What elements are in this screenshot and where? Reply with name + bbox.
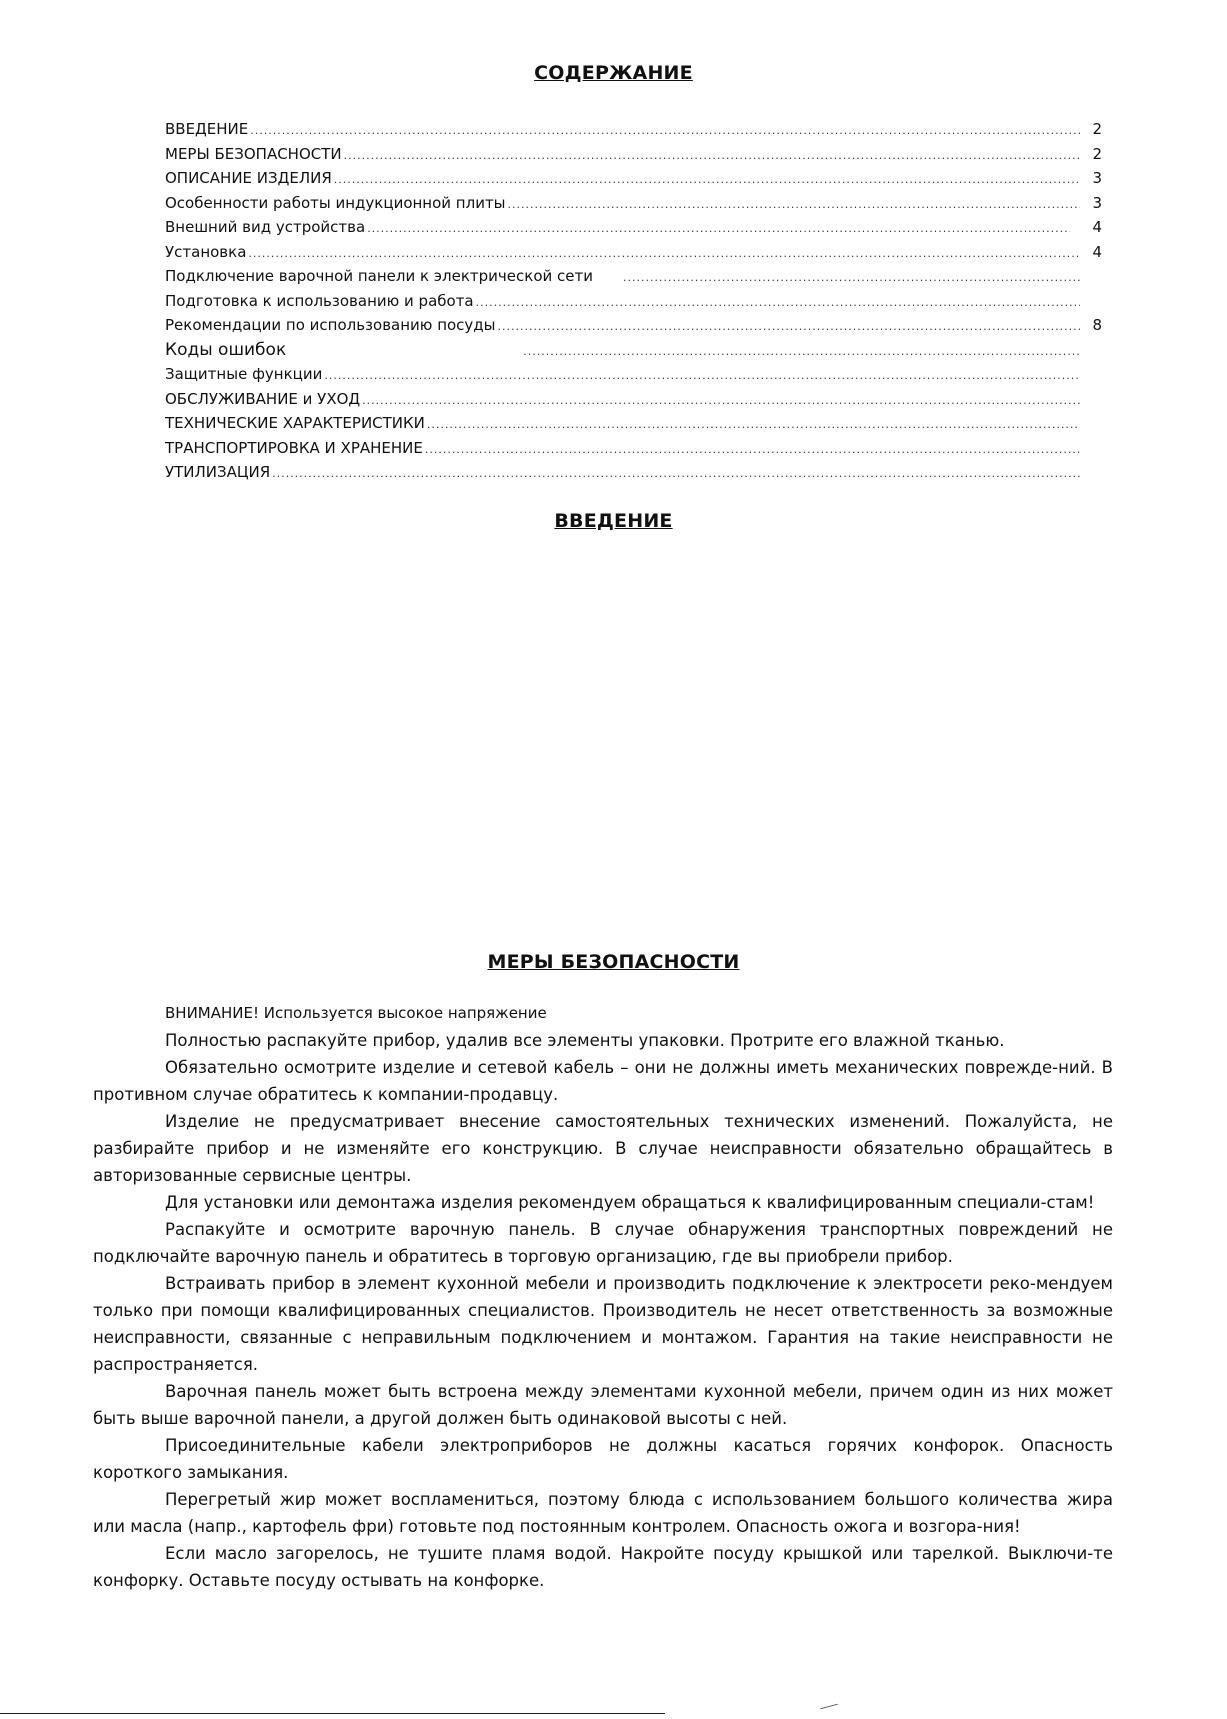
safety-section xyxy=(93,1000,1113,1594)
safety-paragraph: Распакуйте и осмотрите варочную панель. В случае обнаружения транспортных повреждений не подключайте варочную панель и обратитесь в торговую организацию, где вы приобрели прибор. xyxy=(93,1220,1113,1266)
toc-item-label: Рекомендации по использованию посуды xyxy=(165,313,498,338)
toc-item xyxy=(165,191,1110,216)
toc-item xyxy=(165,387,1110,412)
safety-paragraph: Изделие не предусматривает внесение самостоятельных технических изменений. Пожалуйста, не разбирайте прибор и не изменяйте его конструкцию. В случае неисправности обязательно обращайтесь в авторизованные сервисные центры. xyxy=(93,1112,1113,1185)
toc-item xyxy=(165,166,1110,191)
toc-item xyxy=(165,142,1110,167)
footer-rule xyxy=(0,1713,665,1714)
toc-item-label: Подключение варочной панели к электрической сети xyxy=(165,264,595,289)
toc-item xyxy=(165,313,1110,338)
toc-item-label: Внешний вид устройства xyxy=(165,215,367,240)
toc-item-label: ТРАНСПОРТИРОВКА И ХРАНЕНИЕ xyxy=(165,436,425,461)
toc-item-label: Установка xyxy=(165,240,248,265)
toc-title: СОДЕРЖАНИЕ xyxy=(534,62,693,84)
toc-item-label: ВВЕДЕНИЕ xyxy=(165,117,250,142)
toc-item-page: 3 xyxy=(1092,193,1102,212)
toc-item-label: МЕРЫ БЕЗОПАСНОСТИ xyxy=(165,142,344,167)
toc-item-page: 2 xyxy=(1092,144,1102,163)
toc-item xyxy=(165,289,1110,314)
toc-item-label: Особенности работы индукционной плиты xyxy=(165,191,508,216)
toc-item-label: Защитные функции xyxy=(165,362,324,387)
toc-item xyxy=(165,117,1110,142)
toc-item-label: ОПИСАНИЕ ИЗДЕЛИЯ xyxy=(165,166,334,191)
warning-text: ВНИМАНИЕ! Используется высокое напряжение xyxy=(165,1004,547,1022)
safety-paragraph: Полностью распакуйте прибор, удалив все элементы упаковки. Протрите его влажной тканью. xyxy=(165,1031,1005,1050)
footer-mark xyxy=(820,1704,838,1710)
safety-paragraph: Перегретый жир может воспламениться, поэтому блюда с использованием большого количества жира или масла (напр., картофель фри) готовьте под постоянным контролем. Опасность ожога и возгора-ния! xyxy=(93,1490,1113,1536)
toc-item xyxy=(165,460,1110,485)
safety-paragraph: Обязательно осмотрите изделие и сетевой кабель – они не должны иметь механических поврежде-ний. В противном случае обратитесь к компании-продавцу. xyxy=(93,1058,1113,1104)
toc-item-page: 3 xyxy=(1092,169,1102,187)
toc-item-label: Коды ошибок xyxy=(165,338,288,363)
table-of-contents xyxy=(165,117,1110,485)
toc-item xyxy=(165,436,1110,461)
toc-item xyxy=(165,215,1110,240)
toc-item-page: 4 xyxy=(1092,218,1102,236)
safety-paragraph: Варочная панель может быть встроена между элементами кухонной мебели, причем один из них может быть выше варочной панели, а другой должен быть одинаковой высоты с ней. xyxy=(93,1382,1113,1428)
intro-title: ВВЕДЕНИЕ xyxy=(554,510,673,532)
safety-paragraph: Присоединительные кабели электроприборов не должны касаться горячих конфорок. Опасность короткого замыкания. xyxy=(93,1436,1113,1482)
toc-item-page: 8 xyxy=(1092,316,1102,334)
toc-item xyxy=(165,411,1110,436)
safety-paragraph: Для установки или демонтажа изделия рекомендуем обращаться к квалифицированным специали-стам! xyxy=(165,1193,1095,1212)
toc-item-label: ОБСЛУЖИВАНИЕ и УХОД xyxy=(165,387,362,412)
toc-item-page: 4 xyxy=(1092,242,1102,261)
safety-paragraph: Встраивать прибор в элемент кухонной мебели и производить подключение к электросети реко-мендуем только при помощи квалифицированных специалистов. Производитель не несет ответственность за возможные неисправности, связанные с неправильным подключением и монтажом. Гарантия на такие неисправности не распространяется. xyxy=(93,1274,1113,1374)
toc-item xyxy=(165,362,1110,387)
safety-title: МЕРЫ БЕЗОПАСНОСТИ xyxy=(487,951,740,973)
toc-item-label: Подготовка к использованию и работа xyxy=(165,289,476,314)
toc-item xyxy=(165,240,1110,265)
toc-item xyxy=(165,338,1110,363)
toc-item xyxy=(165,264,1110,289)
safety-paragraph: Если масло загорелось, не тушите пламя водой. Накройте посуду крышкой или тарелкой. Выключи-те конфорку. Оставьте посуду остывать на конфорке. xyxy=(93,1544,1113,1590)
toc-item-label: УТИЛИЗАЦИЯ xyxy=(165,460,272,485)
toc-item-label: ТЕХНИЧЕСКИЕ ХАРАКТЕРИСТИКИ xyxy=(165,411,427,436)
toc-item-page: 2 xyxy=(1092,120,1102,138)
